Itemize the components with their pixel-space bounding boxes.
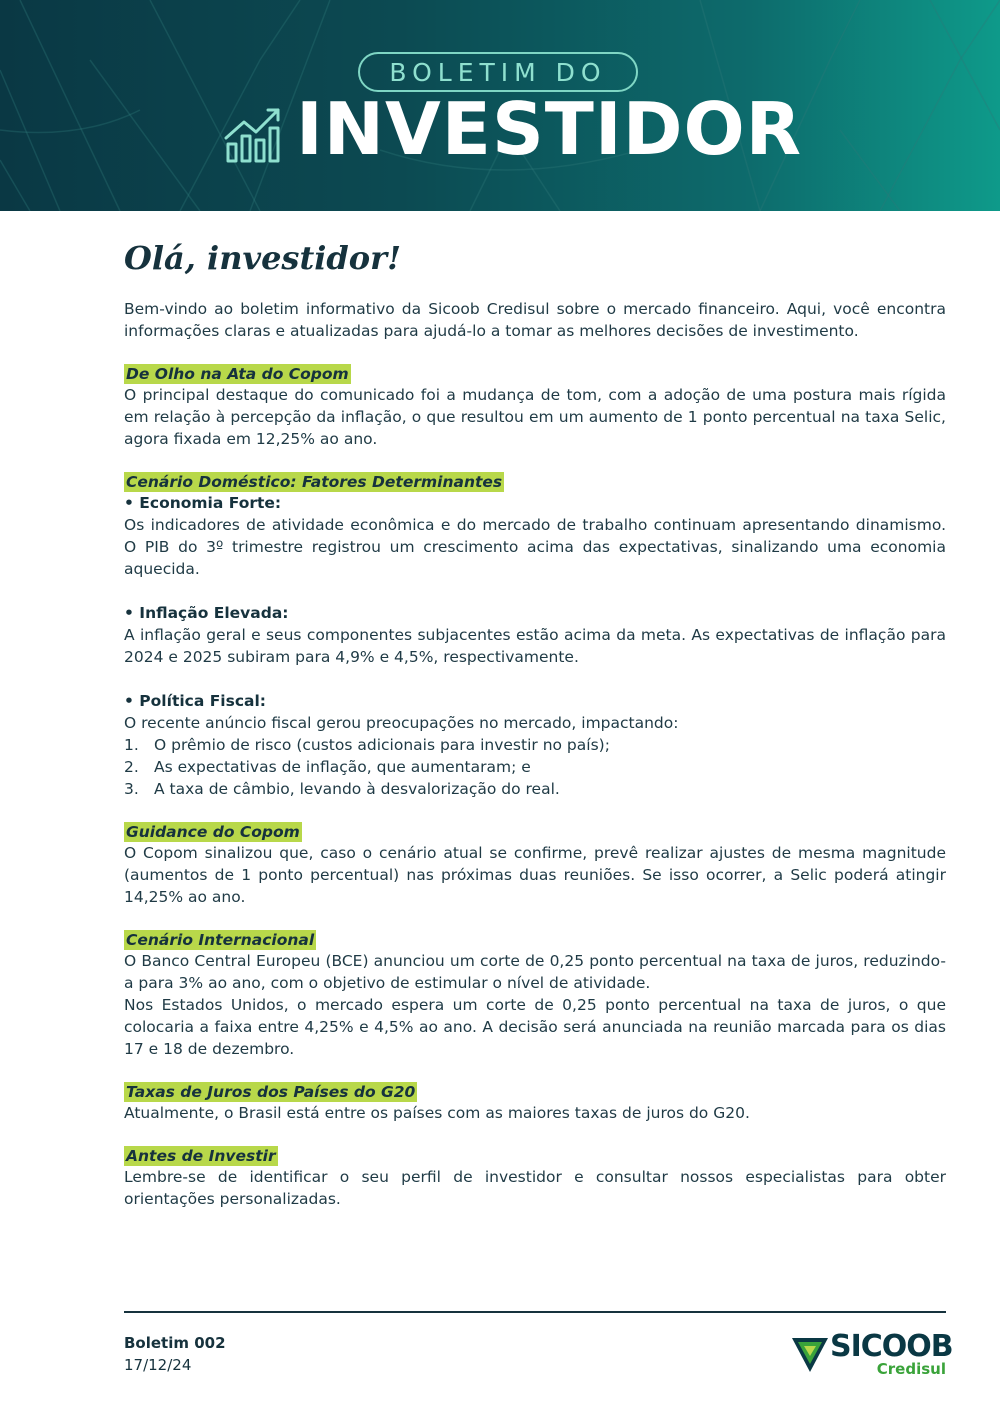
- section-body: O Banco Central Europeu (BCE) anunciou um corte de 0,25 ponto percentual na taxa de juros, reduzindo-a para 3% ao ano, com o objetivo de estimular o nível de atividade.: [124, 952, 946, 992]
- section-body: O Copom sinalizou que, caso o cenário atual se confirme, prevê realizar ajustes de mesma magnitude (aumentos de 1 ponto percentual) nas próximas duas reuniões. Se isso ocorrer, a Selic poderá atingir 14,25% ao ano.: [124, 844, 946, 906]
- footer-divider: [124, 1311, 946, 1313]
- list-number: 1.: [124, 736, 139, 754]
- section-body: Atualmente, o Brasil está entre os países com as maiores taxas de juros do G20.: [124, 1104, 750, 1122]
- main-content: [124, 236, 946, 1210]
- greeting-heading: Olá, investidor!: [124, 239, 401, 277]
- section-title: Cenário Doméstico: Fatores Determinantes: [126, 473, 503, 491]
- bulletin-number: Boletim 002: [124, 1334, 226, 1352]
- bulletin-date: 17/12/24: [124, 1356, 192, 1374]
- list-item: [124, 734, 946, 756]
- bullet-title: • Inflação Elevada:: [124, 604, 289, 622]
- section-body: A inflação geral e seus componentes subjacentes estão acima da meta. As expectativas de inflação para 2024 e 2025 subiram para 4,9% e 4,5%, respectivamente.: [124, 626, 946, 666]
- list-text: As expectativas de inflação, que aumentaram; e: [154, 758, 531, 776]
- section-body: Lembre-se de identificar o seu perfil de investidor e consultar nossos especialistas para obter orientações personalizadas.: [124, 1168, 946, 1208]
- section-title: Antes de Investir: [126, 1147, 276, 1165]
- sicoob-logo-icon: [790, 1334, 830, 1374]
- intro-paragraph: Bem-vindo ao boletim informativo da Sicoob Credisul sobre o mercado financeiro. Aqui, você encontra informações claras e atualizadas para ajudá-lo a tomar as melhores decisões de investimento.: [124, 300, 946, 340]
- section-body: O recente anúncio fiscal gerou preocupações no mercado, impactando:: [124, 714, 679, 732]
- sicoob-logo: [790, 1329, 953, 1382]
- section-body: O principal destaque do comunicado foi a mudança de tom, com a adoção de uma postura mais rígida em relação à percepção da inflação, o que resultou em um aumento de 1 ponto percentual na taxa Selic, agora fixada em 12,25% ao ano.: [124, 386, 946, 448]
- section-g20: [124, 1082, 946, 1124]
- header-pill: BOLETIM DO: [358, 52, 638, 92]
- list-text: A taxa de câmbio, levando à desvalorização do real.: [154, 780, 560, 798]
- section-antes: [124, 1146, 946, 1210]
- header-banner: [0, 0, 1000, 211]
- list-number: 3.: [124, 780, 139, 798]
- list-item: [124, 778, 946, 800]
- bullet-title: • Economia Forte:: [124, 494, 282, 512]
- list-number: 2.: [124, 758, 139, 776]
- logo-subtitle: Credisul: [876, 1360, 946, 1378]
- bar-chart-growth-icon: [222, 104, 288, 164]
- section-copom: [124, 364, 946, 450]
- section-title: Cenário Internacional: [126, 931, 315, 949]
- header-title: INVESTIDOR: [296, 87, 803, 171]
- section-body: Nos Estados Unidos, o mercado espera um corte de 0,25 ponto percentual na taxa de juros, o que colocaria a faixa entre 4,25% e 4,5% ao ano. A decisão será anunciada na reunião marcada para os dias 17 e 18 de dezembro.: [124, 996, 946, 1058]
- section-domestico: [124, 472, 946, 800]
- section-title: De Olho na Ata do Copom: [126, 365, 349, 383]
- section-title: Guidance do Copom: [126, 823, 300, 841]
- bullet-title: • Política Fiscal:: [124, 692, 266, 710]
- list-text: O prêmio de risco (custos adicionais para investir no país);: [154, 736, 610, 754]
- section-title: Taxas de Juros dos Países do G20: [126, 1083, 416, 1101]
- section-internacional: [124, 930, 946, 1060]
- list-item: [124, 756, 946, 778]
- section-body: Os indicadores de atividade econômica e do mercado de trabalho continuam apresentando dinamismo. O PIB do 3º trimestre registrou um crescimento acima das expectativas, sinalizando uma economia aquecida.: [124, 516, 946, 578]
- section-guidance: [124, 822, 946, 908]
- logo-wordmark: SICOOB: [830, 1329, 953, 1364]
